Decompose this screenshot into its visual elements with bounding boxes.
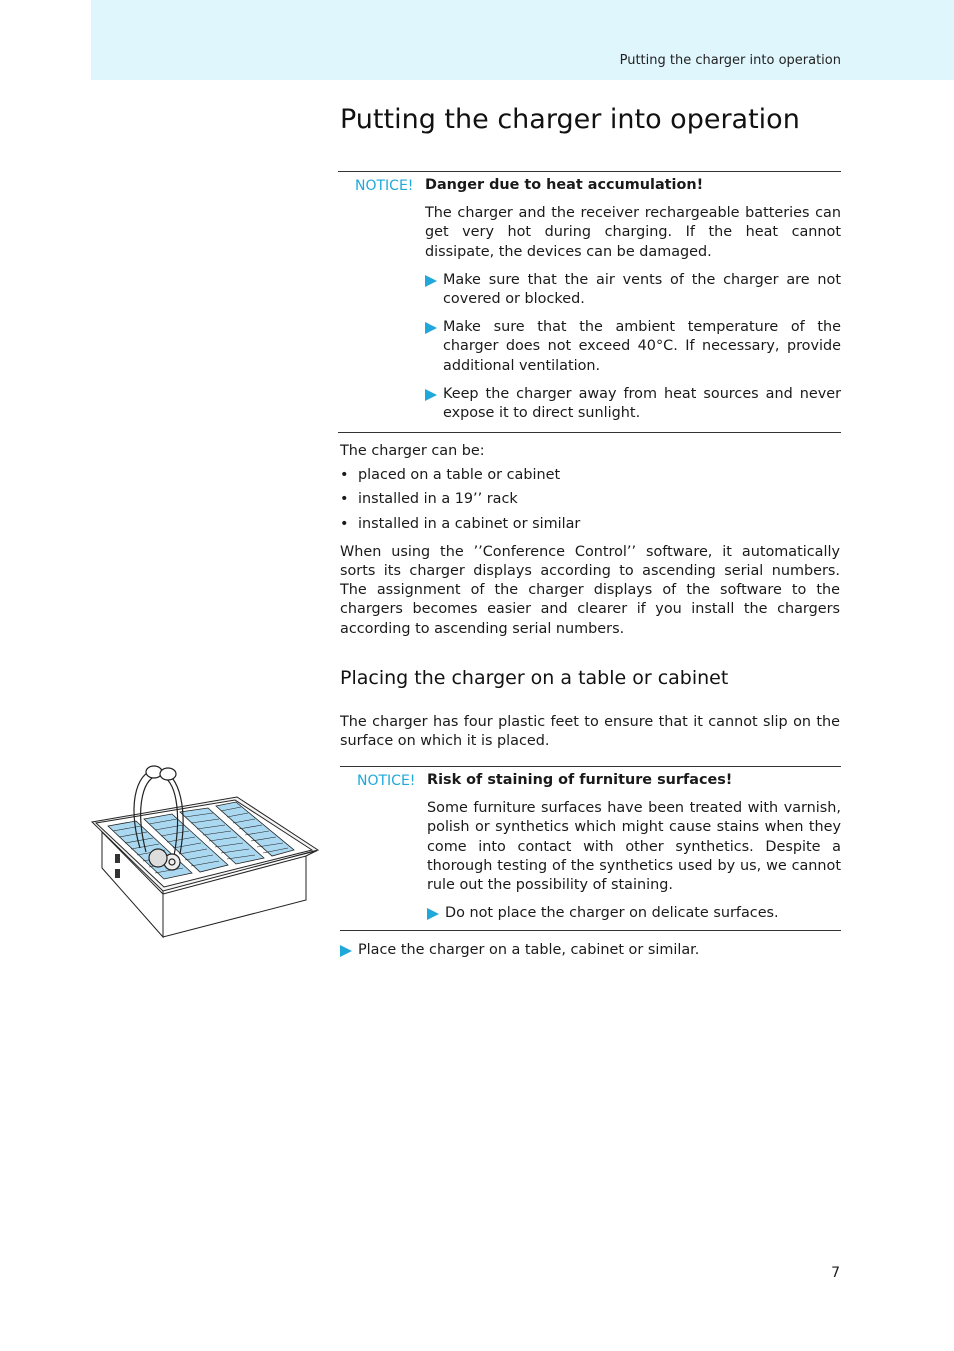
step-item [425, 385, 841, 423]
step-item [425, 318, 841, 376]
bullet-dot: • [340, 515, 349, 532]
step-item [425, 271, 841, 309]
step-text: Place the charger on a table, cabinet or similar. [358, 942, 700, 958]
notice-text: The charger and the receiver rechargeable batteries can get very hot during charging. If the heat cannot dissipate, the devices can be damaged. [425, 205, 841, 260]
notice-body [425, 176, 841, 432]
list-item [340, 466, 840, 485]
step-text: Make sure that the air vents of the charger are not covered or blocked. [443, 271, 841, 308]
notice-body [427, 771, 841, 932]
step-text: Make sure that the ambient temperature of the charger does not exceed 40°C. If necessary, provide additional ventilation. [443, 319, 841, 374]
step-text: Keep the charger away from heat sources and never expose it to direct sunlight. [443, 385, 841, 422]
triangle-right-icon [425, 318, 443, 376]
step-item [340, 941, 840, 960]
page-number: 7 [831, 1265, 840, 1281]
list-item [340, 515, 840, 534]
triangle-right-icon [427, 904, 445, 923]
triangle-right-icon [425, 385, 443, 423]
page-title: Putting the charger into operation [340, 104, 800, 135]
section2-paragraph [340, 713, 840, 760]
list-item-text: installed in a 19’’ rack [358, 491, 518, 508]
running-header: Putting the charger into operation [619, 53, 841, 68]
list-item-text: placed on a table or cabinet [358, 467, 561, 484]
triangle-right-icon [425, 271, 443, 309]
step-text: Do not place the charger on delicate surfaces. [445, 905, 779, 922]
list-item-text: installed in a cabinet or similar [358, 515, 581, 532]
intro-section [340, 442, 840, 648]
notice-text: Some furniture surfaces have been treated with varnish, polish or synthetics which might cause stains when they come into contact with other synthetics. Despite a thorough testing of the synthetics used by us, we cannot rule out the possibility of staining. [427, 800, 841, 894]
final-step [340, 941, 840, 969]
list-item [340, 490, 840, 509]
notice-box-heat [338, 171, 841, 433]
intro-paragraph: When using the ’’Conference Control’’ software, it automatically sorts its charger displays according to ascending serial numbers. The assignment of the charger displays of the software to the chargers becomes easier and clearer if you install the chargers according to ascending serial numbers. [340, 543, 840, 637]
notice-label: NOTICE! [355, 178, 414, 194]
notice-label: NOTICE! [357, 773, 416, 789]
section2-text: The charger has four plastic feet to ensure that it cannot slip on the surface on which it is placed. [340, 714, 840, 750]
section-title: Placing the charger on a table or cabinet [340, 667, 729, 689]
bullet-dot: • [340, 467, 349, 484]
notice-box-staining [340, 766, 841, 931]
header-band [91, 0, 954, 80]
charger-illustration [88, 762, 323, 946]
intro-lead: The charger can be: [340, 443, 485, 459]
step-item [427, 904, 841, 923]
notice-heading: Risk of staining of furniture surfaces! [427, 772, 733, 788]
triangle-right-icon [340, 941, 358, 960]
bullet-dot: • [340, 491, 349, 508]
notice-heading: Danger due to heat accumulation! [425, 177, 704, 193]
